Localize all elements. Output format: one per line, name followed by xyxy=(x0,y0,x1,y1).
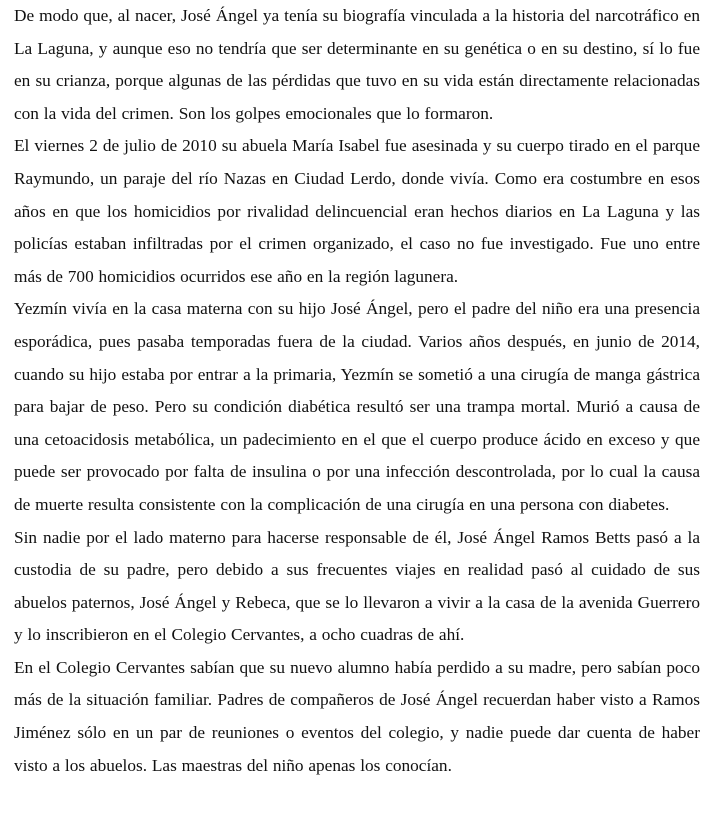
paragraph-5: En el Colegio Cervantes sabían que su nuevo alumno había perdido a su madre, pero sabían poco más de la situación familiar. Padres de compañeros de José Ángel recuerdan haber visto a Ramos Jiménez sólo en un par de reuniones o eventos del colegio, y nadie puede dar cuenta de haber visto a los abuelos. Las maestras del niño apenas los conocían. xyxy=(14,657,700,775)
paragraph-4: Sin nadie por el lado materno para hacerse responsable de él, José Ángel Ramos Betts pasó a la custodia de su padre, pero debido a sus frecuentes viajes en realidad pasó al cuidado de sus abuelos paternos, José Ángel y Rebeca, que se lo llevaron a vivir a la casa de la avenida Guerrero y lo inscribieron en el Colegio Cervantes, a ocho cuadras de ahí. xyxy=(14,527,700,645)
paragraph-2: El viernes 2 de julio de 2010 su abuela María Isabel fue asesinada y su cuerpo tirado en el parque Raymundo, un paraje del río Nazas en Ciudad Lerdo, donde vivía. Como era costumbre en esos años en que los homicidios por rivalidad delincuencial eran hechos diarios en La Laguna y las policías estaban infiltradas por el crimen organizado, el caso no fue investigado. Fue uno entre más de 700 homicidios ocurridos ese año en la región lagunera. xyxy=(14,136,700,286)
paragraph-1: De modo que, al nacer, José Ángel ya tenía su biografía vinculada a la historia del narcotráfico en La Laguna, y aunque eso no tendría que ser determinante en su genética o en su destino, sí lo fue en su crianza, porque algunas de las pérdidas que tuvo en su vida están directamente relacionadas con la vida del crimen. Son los golpes emocionales que lo formaron. xyxy=(14,6,700,123)
paragraph-3: Yezmín vivía en la casa materna con su hijo José Ángel, pero el padre del niño era una presencia esporádica, pues pasaba temporadas fuera de la ciudad. Varios años después, en junio de 2014, cuando su hijo estaba por entrar a la primaria, Yezmín se sometió a una cirugía de manga gástrica para bajar de peso. Pero su condición diabética resultó ser una trampa mortal. Murió a causa de una cetoacidosis metabólica, un padecimiento en el que el cuerpo produce ácido en exceso y que puede ser provocado por falta de insulina o por una infección descontrolada, por lo cual la causa de muerte resulta consistente con la complicación de una cirugía en una persona con diabetes. xyxy=(14,299,700,514)
document-page xyxy=(14,0,700,782)
